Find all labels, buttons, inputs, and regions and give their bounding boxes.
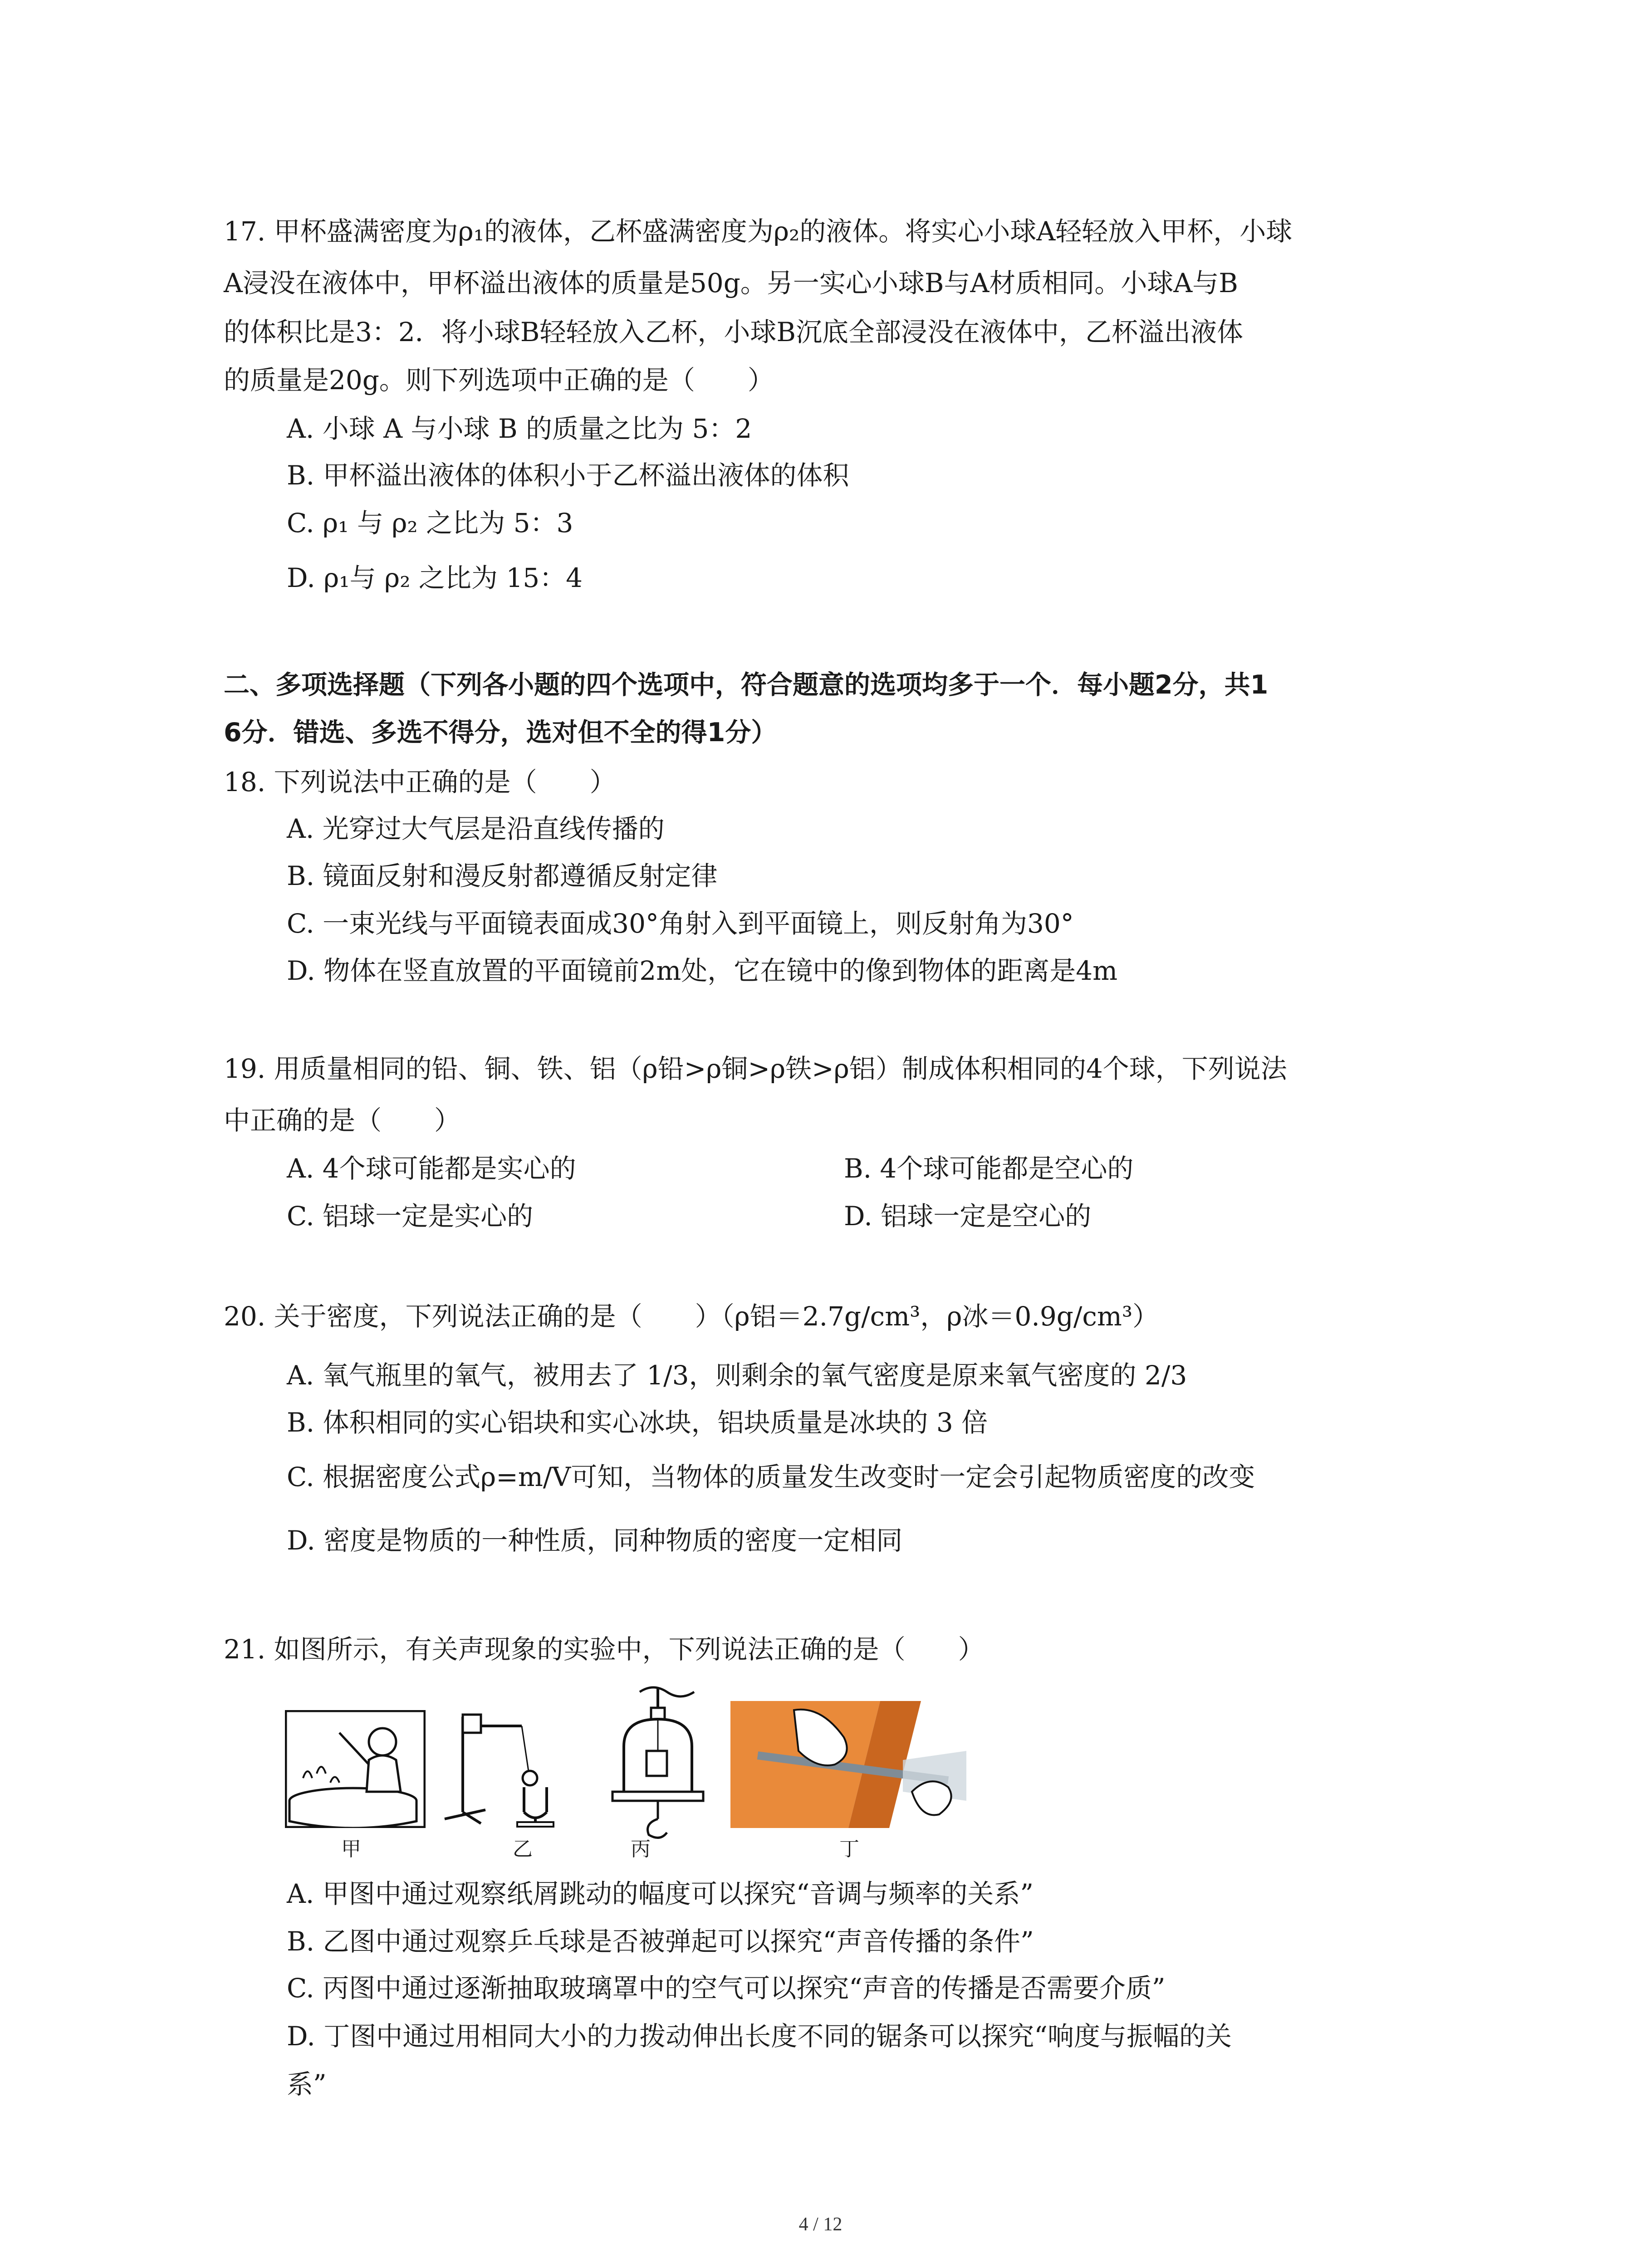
- q20-stem: 20. 关于密度，下列说法正确的是（ ）（ρ铝＝2.7g/cm³，ρ冰＝0.9g/cm³）: [224, 1301, 1159, 1332]
- q17-option-b: B. 甲杯溢出液体的体积小于乙杯溢出液体的体积: [287, 460, 849, 491]
- caption-jia: 甲: [341, 1838, 361, 1861]
- q20-option-a: A. 氧气瓶里的氧气，被用去了 1/3，则剩余的氧气密度是原来氧气密度的 2/3: [287, 1360, 1187, 1391]
- q18-option-d: D. 物体在竖直放置的平面镜前2m处，它在镜中的像到物体的距离是4m: [287, 955, 1118, 986]
- q19-option-a: A. 4个球可能都是实心的: [287, 1153, 576, 1184]
- figure-bing-bell-jar: [603, 1683, 712, 1846]
- q17-stem-line1: 17. 甲杯盛满密度为ρ₁的液体，乙杯盛满密度为ρ₂的液体。将实心小球A轻轻放入甲杯，小球: [224, 216, 1293, 247]
- q19-option-c: C. 铝球一定是实心的: [287, 1201, 534, 1232]
- figure-yi-tuning-fork: [436, 1699, 572, 1828]
- q17-option-d: D. ρ₁与 ρ₂ 之比为 15：4: [287, 562, 583, 593]
- section2-header-line1: 二、多项选择题（下列各小题的四个选项中，符合题意的选项均多于一个．每小题2分，共1: [224, 670, 1269, 700]
- q18-option-a: A. 光穿过大气层是沿直线传播的: [287, 813, 665, 844]
- q19-stem-line2: 中正确的是（ ）: [224, 1105, 461, 1136]
- q17-stem-line3: 的体积比是3：2．将小球B轻轻放入乙杯，小球B沉底全部浸没在液体中，乙杯溢出液体: [224, 317, 1244, 347]
- q21-stem: 21. 如图所示，有关声现象的实验中，下列说法正确的是（ ）: [224, 1634, 985, 1665]
- section2-header-line2: 6分．错选、多选不得分，选对但不全的得1分）: [224, 718, 777, 748]
- q18-stem: 18. 下列说法中正确的是（ ）: [224, 767, 616, 797]
- q21-option-a: A. 甲图中通过观察纸屑跳动的幅度可以探究“音调与频率的关系”: [287, 1878, 1034, 1909]
- figure-jia-drum: [285, 1710, 426, 1828]
- q17-option-c: C. ρ₁ 与 ρ₂ 之比为 5：3: [287, 508, 573, 538]
- q17-stem-line4: 的质量是20g。则下列选项中正确的是（ ）: [224, 365, 774, 396]
- figure-ding-saw-blade: [730, 1701, 975, 1828]
- q21-option-c: C. 丙图中通过逐渐抽取玻璃罩中的空气可以探究“声音的传播是否需要介质”: [287, 1973, 1166, 2004]
- q19-option-b: B. 4个球可能都是空心的: [844, 1153, 1134, 1184]
- caption-ding: 丁: [839, 1838, 859, 1861]
- q20-option-d: D. 密度是物质的一种性质，同种物质的密度一定相同: [287, 1525, 903, 1556]
- q18-option-c: C. 一束光线与平面镜表面成30°角射入到平面镜上，则反射角为30°: [287, 908, 1074, 939]
- q20-option-b: B. 体积相同的实心铝块和实心冰块，铝块质量是冰块的 3 倍: [287, 1407, 988, 1438]
- q21-option-d-line1: D. 丁图中通过用相同大小的力拨动伸出长度不同的锯条可以探究“响度与振幅的关: [287, 2021, 1232, 2052]
- caption-yi: 乙: [513, 1838, 533, 1861]
- q19-stem-line1: 19. 用质量相同的铅、铜、铁、铝（ρ铅>ρ铜>ρ铁>ρ铝）制成体积相同的4个球，下列说法: [224, 1053, 1287, 1084]
- q19-option-d: D. 铝球一定是空心的: [844, 1201, 1092, 1232]
- q21-option-b: B. 乙图中通过观察乒乓球是否被弹起可以探究“声音传播的条件”: [287, 1926, 1034, 1957]
- caption-bing: 丙: [631, 1838, 651, 1861]
- q17-option-a: A. 小球 A 与小球 B 的质量之比为 5：2: [287, 413, 752, 444]
- q21-option-d-line2: 系”: [287, 2069, 327, 2100]
- q17-stem-line2: A浸没在液体中，甲杯溢出液体的质量是50g。另一实心小球B与A材质相同。小球A与B: [224, 268, 1238, 298]
- q18-option-b: B. 镜面反射和漫反射都遵循反射定律: [287, 860, 718, 891]
- page-number: 4 / 12: [798, 2214, 843, 2235]
- q20-option-c: C. 根据密度公式ρ=m/V可知，当物体的质量发生改变时一定会引起物质密度的改变: [287, 1461, 1255, 1492]
